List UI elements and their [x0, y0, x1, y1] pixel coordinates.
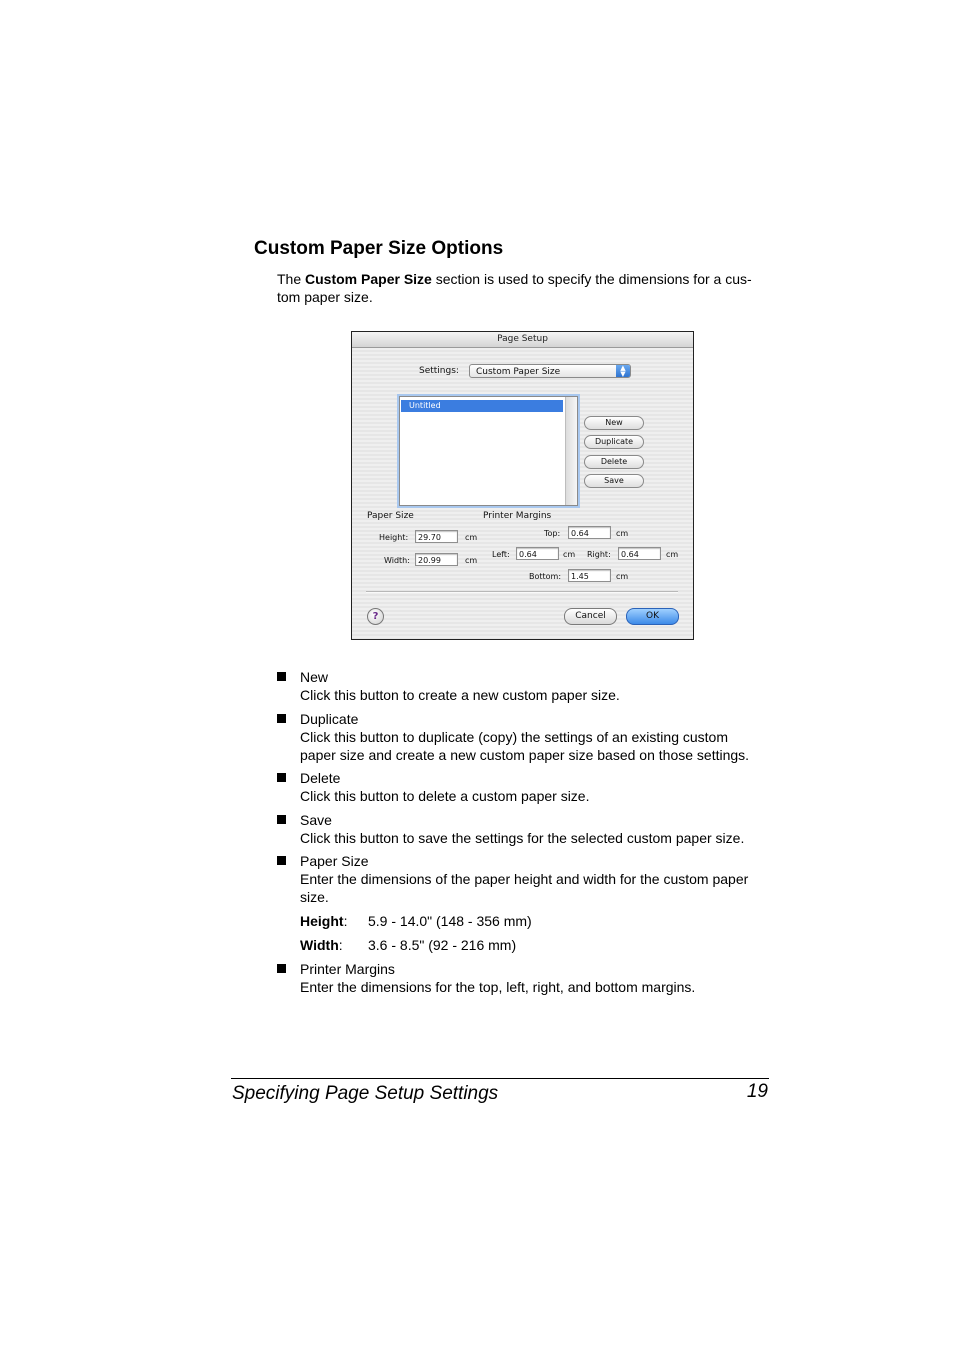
top-unit: cm — [616, 529, 629, 538]
item-desc-save: Click this button to save the settings for the selected custom paper size. — [300, 830, 745, 846]
paper-size-label: Paper Size — [367, 511, 414, 521]
page-number: 19 — [746, 1081, 768, 1102]
save-button[interactable]: Save — [584, 474, 644, 488]
settings-label: Settings: — [419, 366, 459, 376]
bullet-square-icon — [277, 672, 286, 681]
spec-width-value: 3.6 - 8.5" (92 - 216 mm) — [368, 937, 517, 953]
spec-height-label: Height — [300, 913, 344, 929]
width-unit: cm — [465, 556, 478, 565]
item-title-duplicate: Duplicate — [300, 711, 359, 727]
updown-arrows-icon: ▲ ▼ — [616, 365, 630, 377]
settings-popup-value: Custom Paper Size — [476, 367, 561, 377]
item-title-save: Save — [300, 812, 332, 828]
spec-height-value: 5.9 - 14.0" (148 - 356 mm) — [368, 913, 532, 929]
bottom-unit: cm — [616, 572, 629, 581]
spec-height: Height: 5.9 - 14.0" (148 - 356 mm) — [300, 913, 532, 929]
bottom-field[interactable]: 1.45 — [568, 569, 611, 582]
section-heading: Custom Paper Size Options — [254, 238, 504, 259]
bullet-square-icon — [277, 856, 286, 865]
delete-button[interactable]: Delete — [584, 455, 644, 469]
item-title-delete: Delete — [300, 770, 341, 786]
width-field[interactable]: 20.99 — [415, 553, 458, 566]
bullet-square-icon — [277, 773, 286, 782]
right-unit: cm — [666, 550, 679, 559]
top-field[interactable]: 0.64 — [568, 526, 611, 539]
left-label: Left: — [492, 550, 510, 559]
left-unit: cm — [563, 550, 576, 559]
item-title-printer-margins: Printer Margins — [300, 961, 395, 977]
item-desc-paper-size-1: Enter the dimensions of the paper height and width for the custom paper — [300, 871, 749, 887]
item-desc-paper-size-2: size. — [300, 889, 329, 905]
width-label: Width: — [384, 556, 410, 565]
intro-suffix: section is used to specify the dimensions for a cus- — [431, 271, 752, 287]
right-field[interactable]: 0.64 — [618, 547, 661, 560]
height-label: Height: — [379, 533, 409, 542]
dialog-separator — [366, 591, 678, 593]
right-label: Right: — [587, 550, 611, 559]
intro-paragraph — [277, 270, 769, 306]
page-setup-dialog — [351, 331, 694, 640]
spec-width-label: Width — [300, 937, 339, 953]
new-button[interactable]: New — [584, 416, 644, 430]
spec-width: Width: 3.6 - 8.5" (92 - 216 mm) — [300, 937, 517, 953]
ok-button[interactable]: OK — [626, 608, 679, 625]
item-desc-new: Click this button to create a new custom paper size. — [300, 687, 620, 703]
footer-rule — [231, 1078, 769, 1079]
height-unit: cm — [465, 533, 478, 542]
top-label: Top: — [544, 529, 561, 538]
item-desc-duplicate-2: paper size and create a new custom paper size based on those settings. — [300, 747, 750, 763]
dialog-title: Page Setup — [352, 332, 693, 348]
printer-margins-label: Printer Margins — [483, 511, 552, 521]
item-desc-printer-margins: Enter the dimensions for the top, left, right, and bottom margins. — [300, 979, 696, 995]
bullet-square-icon — [277, 815, 286, 824]
cancel-button[interactable]: Cancel — [564, 608, 617, 625]
intro-line2: tom paper size. — [277, 289, 373, 305]
bullet-square-icon — [277, 964, 286, 973]
footer-title: Specifying Page Setup Settings — [232, 1083, 499, 1104]
intro-bold-term: Custom Paper Size — [305, 271, 432, 287]
item-title-paper-size: Paper Size — [300, 853, 369, 869]
intro-prefix: The — [277, 271, 306, 287]
bottom-label: Bottom: — [529, 572, 562, 581]
item-title-new: New — [300, 669, 329, 685]
list-scrollbar[interactable] — [565, 397, 577, 505]
item-desc-delete: Click this button to delete a custom paper size. — [300, 788, 590, 804]
height-field[interactable]: 29.70 — [415, 530, 458, 543]
settings-popup[interactable] — [469, 364, 631, 378]
custom-size-list[interactable] — [399, 396, 578, 506]
help-icon[interactable]: ? — [367, 608, 384, 625]
left-field[interactable]: 0.64 — [516, 547, 559, 560]
bullet-square-icon — [277, 714, 286, 723]
item-desc-duplicate-1: Click this button to duplicate (copy) the settings of an existing custom — [300, 729, 728, 745]
duplicate-button[interactable]: Duplicate — [584, 435, 644, 449]
list-item-untitled[interactable]: Untitled — [401, 400, 563, 412]
